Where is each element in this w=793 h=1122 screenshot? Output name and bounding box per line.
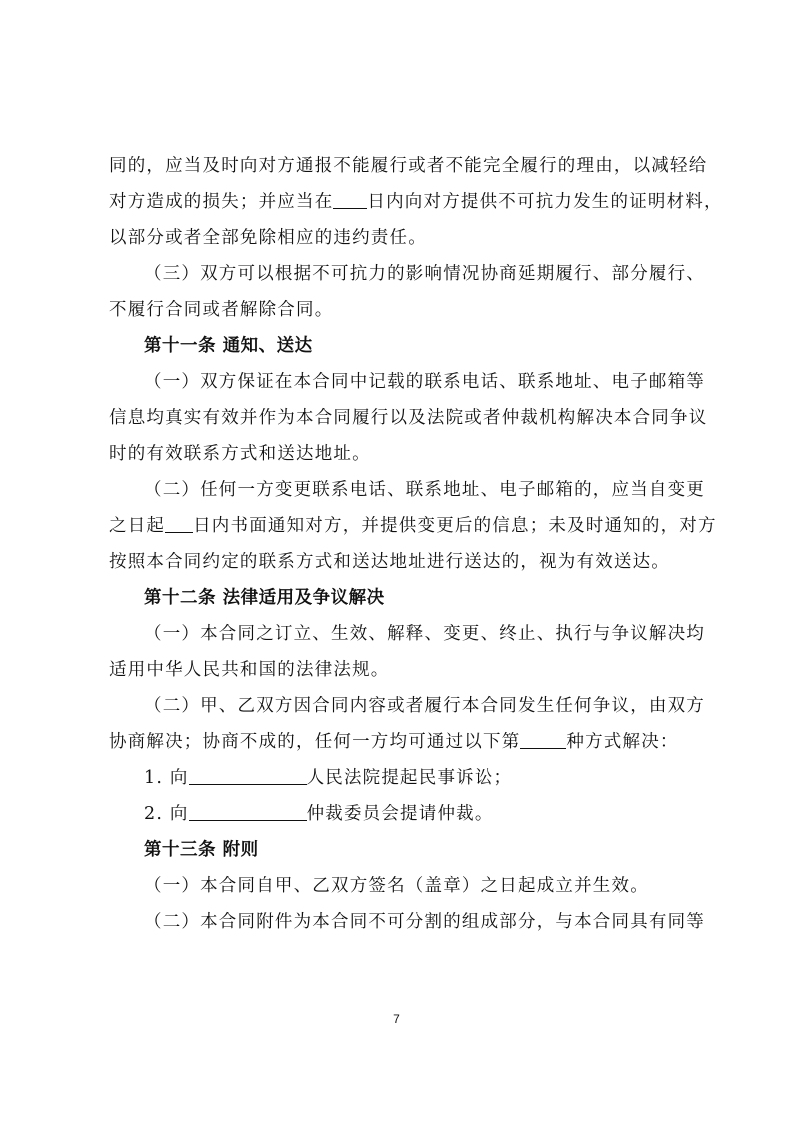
text-line: （二）本合同附件为本合同不可分割的组成部分，与本合同具有同等	[144, 912, 705, 932]
text-segment: 之日起	[109, 516, 166, 536]
fill-blank-days[interactable]	[333, 190, 367, 209]
text-segment: 种方式解决：	[566, 732, 679, 752]
fill-blank-court[interactable]	[189, 766, 307, 785]
text-line	[109, 796, 687, 832]
text-line: 同的，应当及时向对方通报不能履行或者不能完全履行的理由，以减轻给	[109, 156, 708, 176]
article-13-heading: 第十三条 附则	[144, 840, 259, 860]
article-11-heading: 第十一条 通知、送达	[144, 336, 313, 356]
fill-blank-method[interactable]	[520, 730, 566, 749]
text-line: 以部分或者全部免除相应的违约责任。	[109, 228, 427, 248]
fill-blank-arbitration[interactable]	[189, 802, 307, 821]
text-line	[109, 724, 687, 760]
fill-blank-notice-days[interactable]	[165, 514, 193, 533]
text-line	[109, 760, 687, 796]
document-body	[109, 148, 723, 940]
option-2-label: 2. 向	[144, 804, 189, 824]
text-line	[109, 508, 717, 544]
text-segment: 日内向对方提供不可抗力发生的证明材料，	[367, 192, 723, 212]
text-line: 按照本合同约定的联系方式和送达地址进行送达的，视为有效送达。	[109, 552, 670, 572]
text-line: 信息均真实有效并作为本合同履行以及法院或者仲裁机构解决本合同争议	[109, 408, 708, 428]
option-1-label: 1. 向	[144, 768, 189, 788]
text-line	[109, 184, 723, 220]
text-segment: 日内书面通知对方，并提供变更后的信息；未及时通知的，对方	[193, 516, 717, 536]
text-line: （二）任何一方变更联系电话、联系地址、电子邮箱的，应当自变更	[144, 480, 705, 500]
text-line: 时的有效联系方式和送达地址。	[109, 444, 371, 464]
text-segment: 对方造成的损失；并应当在	[109, 192, 334, 212]
text-segment: 协商解决；协商不成的，任何一方均可通过以下第	[109, 732, 521, 752]
text-line: 适用中华人民共和国的法律法规。	[109, 660, 390, 680]
text-segment: 仲裁委员会提请仲裁。	[306, 804, 494, 824]
text-line: 不履行合同或者解除合同。	[109, 300, 334, 320]
text-line: （一）本合同之订立、生效、解释、变更、终止、执行与争议解决均	[144, 624, 705, 644]
page-number: 7	[393, 1012, 400, 1026]
article-12-heading: 第十二条 法律适用及争议解决	[144, 588, 385, 608]
text-line: （三）双方可以根据不可抗力的影响情况协商延期履行、部分履行、	[144, 264, 705, 284]
text-line: （二）甲、乙双方因合同内容或者履行本合同发生任何争议，由双方	[144, 696, 705, 716]
text-segment: 人民法院提起民事诉讼；	[306, 768, 513, 788]
text-line: （一）本合同自甲、乙双方签名（盖章）之日起成立并生效。	[144, 876, 649, 896]
text-line: （一）双方保证在本合同中记载的联系电话、联系地址、电子邮箱等	[144, 372, 705, 392]
